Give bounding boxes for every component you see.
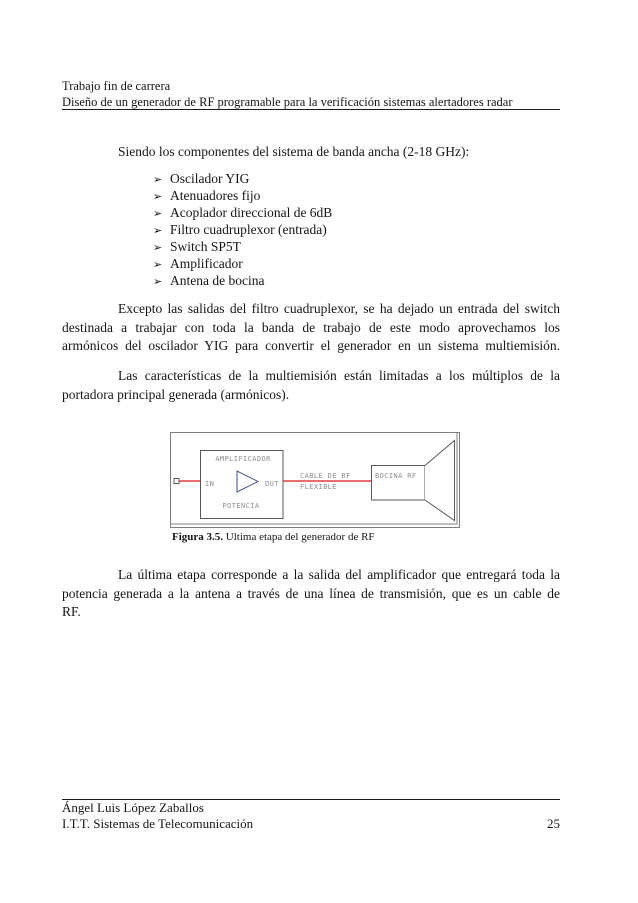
header-rule (62, 109, 560, 110)
figure-rf-final-stage-diagram (170, 432, 460, 528)
list-item-label: Atenuadores fijo (170, 188, 261, 203)
amplifier-in-label: IN (205, 480, 215, 488)
input-port (174, 479, 179, 484)
arrow-bullet-icon: ➢ (153, 190, 163, 203)
arrow-bullet-icon: ➢ (153, 275, 163, 288)
footer-degree-row (62, 816, 560, 832)
running-footer (62, 800, 560, 832)
list-item-label: Amplificador (170, 256, 243, 271)
amplifier-out-label: OUT (265, 480, 279, 488)
arrow-bullet-icon: ➢ (153, 241, 163, 254)
footer-author: Ángel Luis López Zaballos (62, 800, 204, 815)
list-item (153, 272, 332, 289)
amplifier-subtitle-label: POTENCIA (222, 502, 260, 510)
arrow-bullet-icon: ➢ (153, 224, 163, 237)
paragraph-line: Excepto las salidas del filtro cuadruplexor, se ha dejado un entrada del switch (118, 301, 560, 316)
running-header (62, 78, 560, 110)
page-number: 25 (547, 816, 560, 831)
footer-degree: I.T.T. Sistemas de Telecomunicación (62, 816, 254, 831)
list-item-label: Acoplador direccional de 6dB (170, 205, 333, 220)
arrow-bullet-icon: ➢ (153, 207, 163, 220)
figure-caption-number: Figura 3.5. (172, 531, 224, 543)
cable-label-line1: CABLE DE RF (300, 472, 351, 480)
paragraph-line: destinada a trabajar con toda la banda de trabajo de este modo aprovechamos los (62, 319, 560, 335)
list-item-label: Filtro cuadruplexor (entrada) (170, 222, 327, 237)
arrow-bullet-icon: ➢ (153, 258, 163, 271)
paragraph-final-stage (62, 566, 560, 622)
list-item (153, 170, 332, 187)
list-item (153, 238, 332, 255)
list-item (153, 187, 332, 204)
paragraph-switch-input (62, 300, 560, 356)
list-item (153, 255, 332, 272)
horn-antenna-label: BOCINA RF (375, 472, 417, 480)
list-item-label: Antena de bocina (170, 273, 265, 288)
list-item (153, 221, 332, 238)
list-item (153, 204, 332, 221)
list-item-label: Oscilador YIG (170, 171, 250, 186)
paragraph-line: portadora principal generada (armónicos). (62, 386, 290, 402)
cable-label-line2: FLEXIBLE (300, 483, 337, 491)
paragraph-multiemission (62, 367, 560, 404)
list-item-label: Switch SP5T (170, 239, 241, 254)
paragraph-line: RF. (62, 604, 81, 619)
arrow-bullet-icon: ➢ (153, 173, 163, 186)
paragraph-line: Las características de la multiemisión están limitadas a los múltiplos de la (118, 368, 560, 383)
paragraph-line: armónicos del oscilador YIG para convertir el generador en un sistema multiemisión. (62, 338, 560, 353)
components-intro: Siendo los componentes del sistema de banda ancha (2-18 GHz): (118, 144, 470, 159)
header-project-type: Trabajo fin de carrera (62, 79, 171, 93)
paragraph-line: La última etapa corresponde a la salida del amplificador que entregará toda la (118, 567, 560, 582)
figure-caption-text: Ultima etapa del generador de RF (225, 531, 375, 543)
horn-antenna-throat (372, 466, 426, 501)
amplifier-title-label: AMPLIFICADOR (215, 455, 271, 463)
figure-caption (172, 530, 375, 544)
paragraph-line: potencia generada a la antena a través de una línea de transmisión, que es un cable de (62, 585, 560, 601)
components-list (153, 170, 332, 289)
header-project-title: Diseño de un generador de RF programable para la verificación sistemas alertadores radar (62, 95, 513, 109)
